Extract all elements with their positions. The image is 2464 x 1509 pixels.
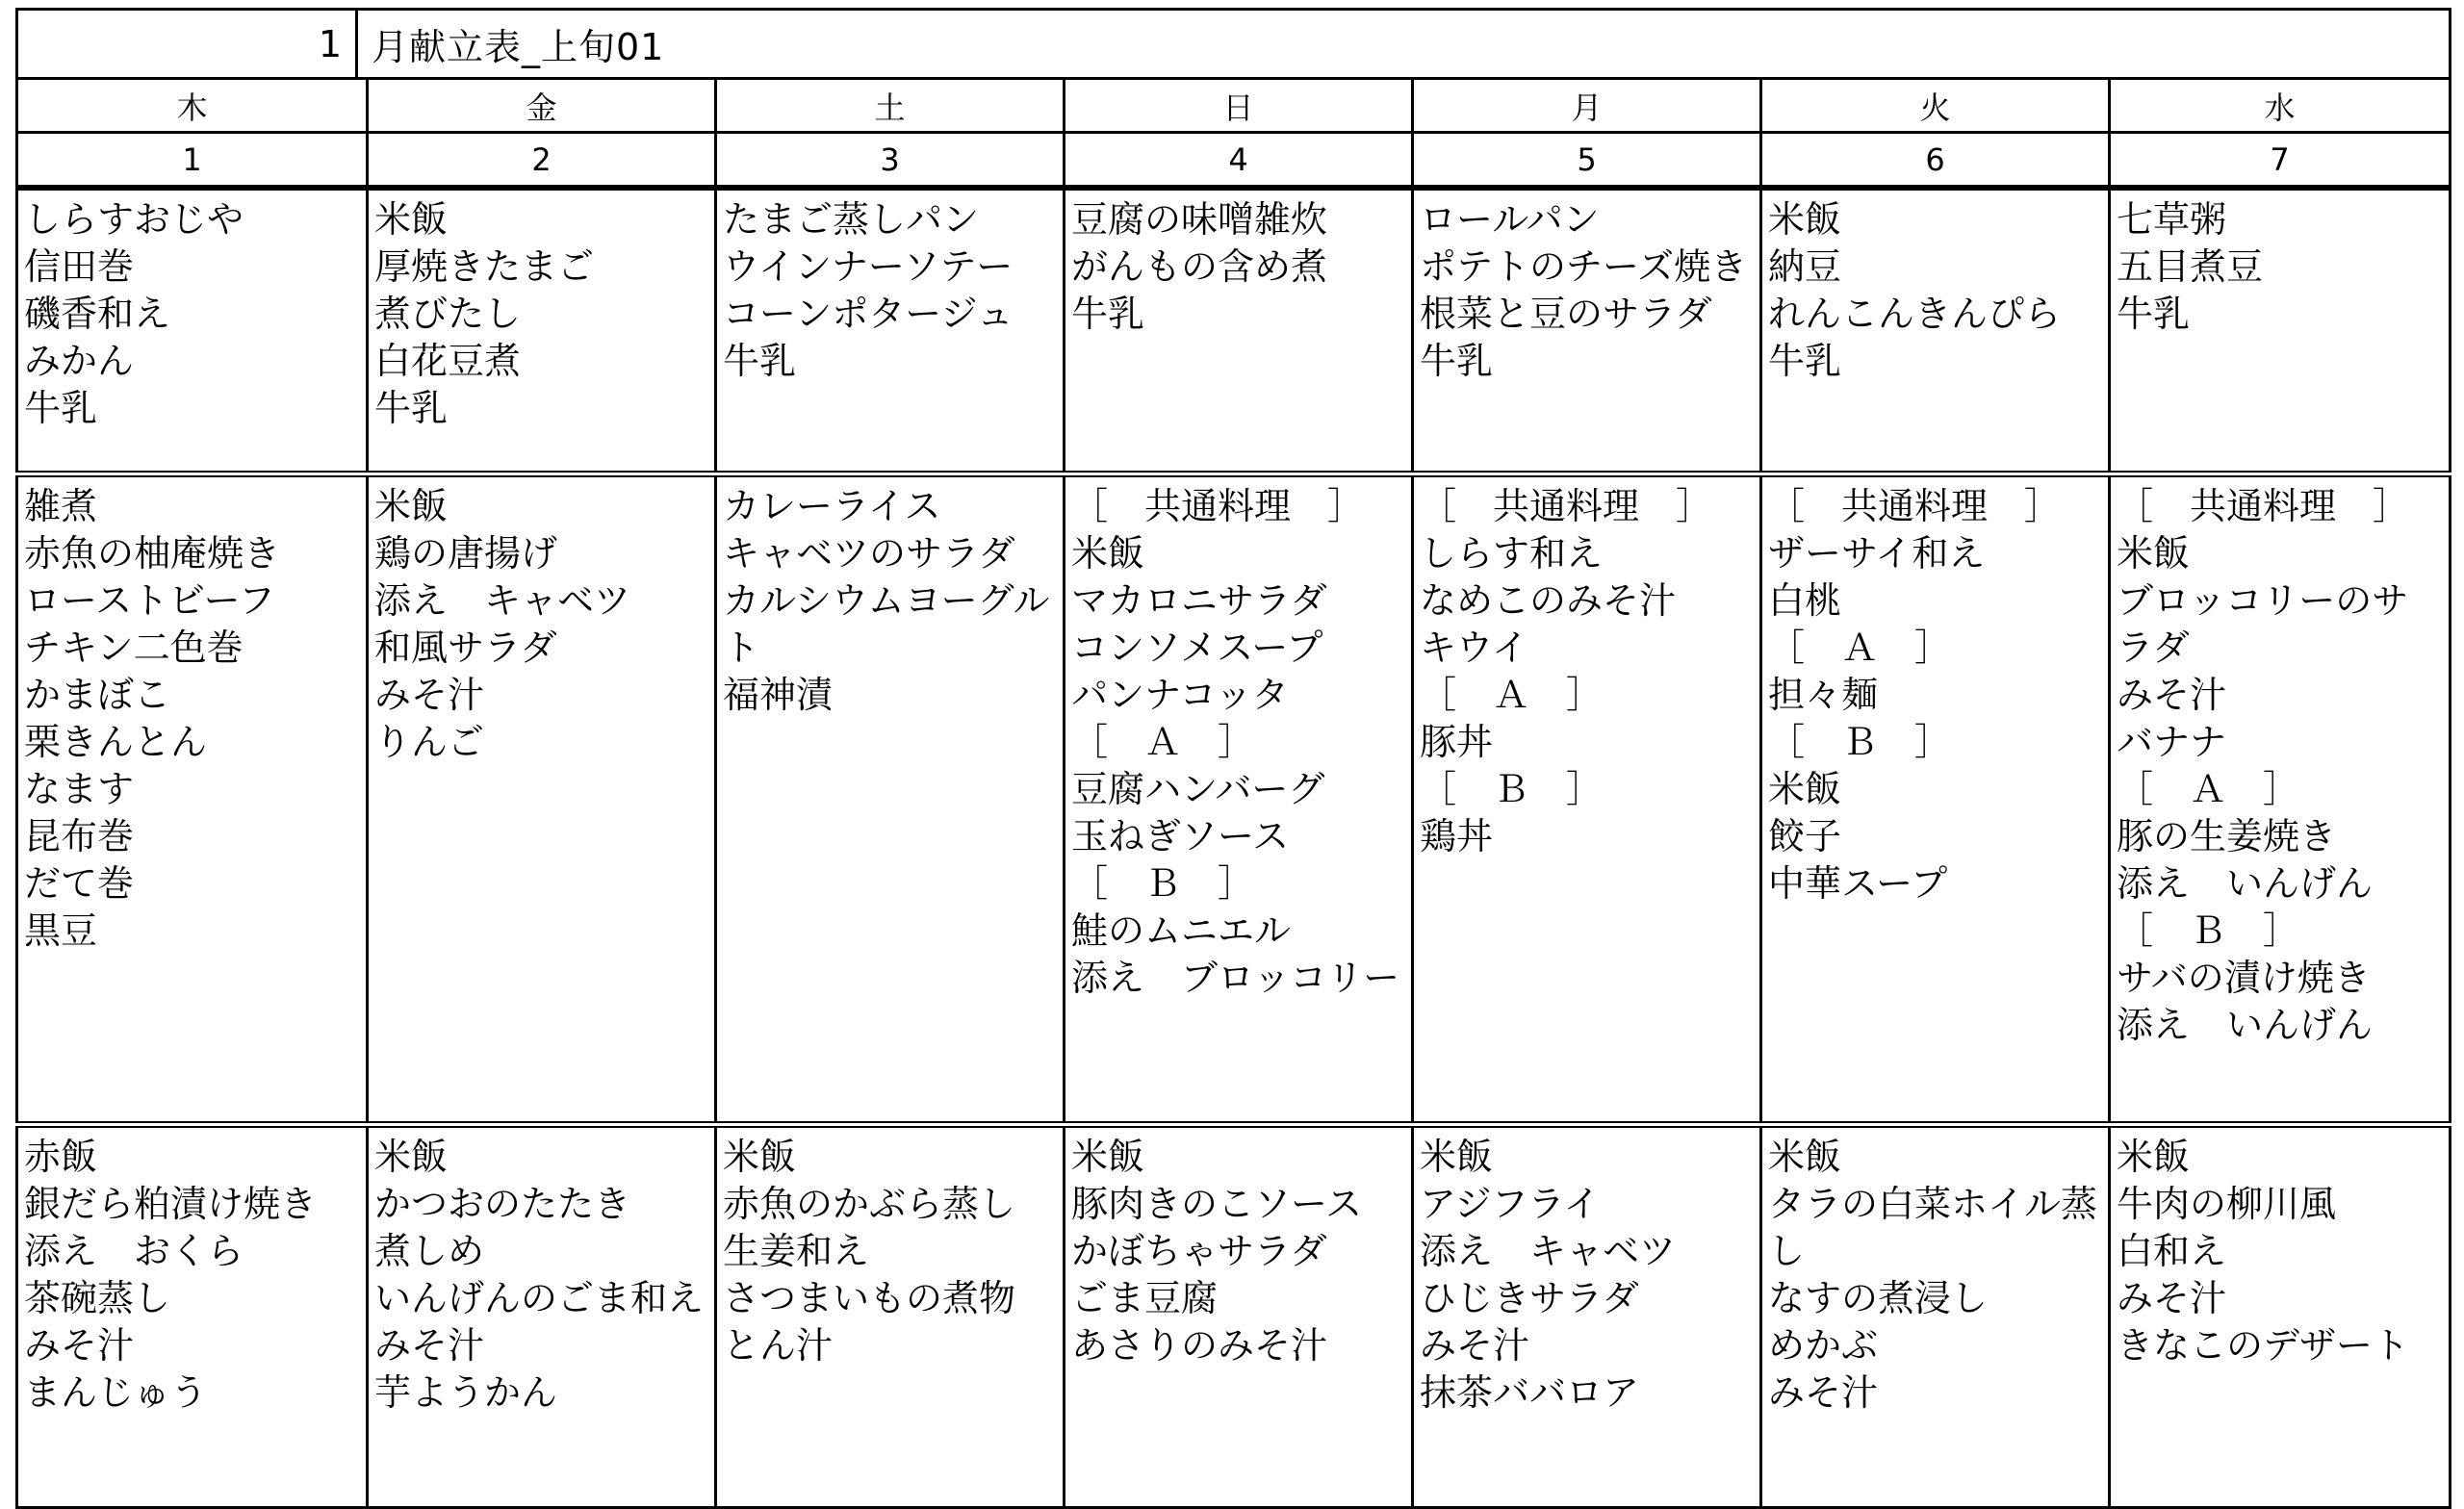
menu-cell [1065, 1125, 1413, 1508]
menu-item: 栗きんとん [24, 721, 208, 764]
menu-item: 米飯 [1768, 1136, 1842, 1179]
menu-item: 豆腐の味噌雑炊 [1071, 198, 1328, 242]
menu-item: みそ汁 [1420, 1324, 1530, 1368]
menu-item: 米飯 [2117, 1136, 2191, 1179]
date-cell: 4 [1065, 133, 1413, 188]
weekday-cell: 月 [1413, 79, 1761, 133]
menu-item: パンナコッタ [1071, 674, 1289, 717]
menu-item: 生姜和え [723, 1230, 870, 1273]
menu-cell [17, 474, 368, 1125]
menu-item: 担々麺 [1768, 674, 1879, 717]
weekday-cell: 木 [17, 79, 368, 133]
menu-item: 五目煮豆 [2117, 245, 2264, 289]
menu-cell [17, 1125, 368, 1508]
menu-item: 和風サラダ [374, 627, 557, 670]
menu-item: 牛乳 [2117, 293, 2191, 336]
menu-item: 米飯 [723, 1136, 797, 1179]
menu-item: 煮しめ [374, 1230, 485, 1273]
menu-item: ロールパン [1420, 198, 1600, 242]
menu-item: 白花豆煮 [374, 340, 522, 383]
menu-item: ウインナーソテー [723, 245, 1014, 289]
menu-item: 牛乳 [1420, 340, 1494, 383]
menu-item: りんご [374, 721, 485, 764]
menu-table [15, 8, 2451, 1509]
menu-item: 鶏丼 [1420, 815, 1494, 858]
menu-item: なすの煮浸し [1768, 1277, 1989, 1320]
title-number: 1 [318, 22, 342, 65]
menu-item: なめこのみそ汁 [1420, 579, 1677, 623]
menu-item: 米飯 [374, 485, 449, 528]
page-title: 月献立表_上旬01 [372, 26, 665, 69]
menu-item: 雑煮 [24, 485, 98, 528]
menu-item: 赤魚のかぶら蒸し [723, 1183, 1016, 1226]
menu-item: ひじきサラダ [1420, 1277, 1639, 1320]
menu-item: 牛乳 [1768, 340, 1842, 383]
menu-item: 納豆 [1768, 245, 1842, 289]
menu-item: 添え ブロッコリー [1071, 957, 1400, 1000]
menu-item: 白和え [2117, 1230, 2227, 1273]
menu-item: 添え いんげん [2117, 862, 2374, 906]
menu-item: みそ汁 [374, 1324, 485, 1368]
menu-item: ［ 共通料理 ］ [1420, 485, 1713, 528]
menu-cell [1413, 1125, 1761, 1508]
menu-item: さつまいもの煮物 [723, 1277, 1016, 1320]
menu-item: めかぶ [1768, 1324, 1879, 1368]
menu-item: コーンポタージュ [723, 293, 1014, 336]
menu-cell [1761, 188, 2110, 473]
menu-item: 信田巻 [24, 245, 135, 289]
menu-item: 豚の生姜焼き [2117, 815, 2337, 858]
menu-item: がんもの含め煮 [1071, 245, 1328, 289]
menu-cell [368, 474, 716, 1125]
title-cell [17, 10, 2451, 79]
menu-item: チキン二色巻 [24, 627, 244, 670]
menu-item: みそ汁 [374, 674, 485, 717]
menu-item: ［ Ｂ ］ [1420, 768, 1604, 811]
menu-item: ［ Ａ ］ [1420, 674, 1604, 717]
menu-item: たまご蒸しパン [723, 198, 980, 242]
menu-item: かつおのたたき [374, 1183, 631, 1226]
menu-item: コンソメスープ [1071, 627, 1323, 670]
menu-cell [17, 188, 368, 473]
menu-item: ローストビーフ [24, 579, 275, 623]
menu-item: 米飯 [1071, 532, 1145, 575]
menu-cell [716, 1125, 1065, 1508]
menu-item: 七草粥 [2117, 198, 2227, 242]
menu-cell [1065, 474, 1413, 1125]
menu-item: みかん [24, 340, 135, 383]
menu-cell [2110, 474, 2451, 1125]
menu-item: 黒豆 [24, 909, 98, 953]
menu-item: 添え キャベツ [1420, 1230, 1677, 1273]
weekday-cell: 火 [1761, 79, 2110, 133]
menu-item: 鮭のムニエル [1071, 909, 1292, 953]
menu-item: 鶏の唐揚げ [374, 532, 558, 575]
menu-cell [716, 474, 1065, 1125]
meal-row-1 [17, 188, 2451, 473]
meal-row-2 [17, 474, 2451, 1125]
menu-item: 添え おくら [24, 1230, 244, 1273]
menu-item: 牛肉の柳川風 [2117, 1183, 2337, 1226]
menu-item: ［ 共通料理 ］ [1071, 485, 1365, 528]
menu-item: 米飯 [1071, 1136, 1145, 1179]
menu-item: バナナ [2117, 721, 2227, 764]
menu-item: 抹茶ババロア [1420, 1371, 1640, 1415]
menu-item: キウイ [1420, 627, 1528, 670]
menu-item: 米飯 [1768, 768, 1842, 811]
menu-item: 米飯 [374, 1136, 449, 1179]
menu-item: ［ Ｂ ］ [1071, 862, 1255, 906]
menu-item: 福神漬 [723, 674, 834, 717]
menu-item: カルシウムヨーグルト [723, 579, 1050, 670]
menu-item: 厚焼きたまご [374, 245, 595, 289]
menu-item: ［ 共通料理 ］ [1768, 485, 2062, 528]
date-cell: 6 [1761, 133, 2110, 188]
menu-item: 牛乳 [374, 387, 449, 430]
menu-item: だて巻 [24, 862, 135, 906]
menu-item: 銀だら粕漬け焼き [24, 1183, 318, 1226]
menu-item: ［ 共通料理 ］ [2117, 485, 2410, 528]
menu-item: 赤飯 [24, 1136, 98, 1179]
menu-item: あさりのみそ汁 [1071, 1324, 1328, 1368]
date-cell: 7 [2110, 133, 2451, 188]
menu-item: 玉ねぎソース [1071, 815, 1290, 858]
menu-item: 昆布巻 [24, 815, 135, 858]
weekday-header-row [17, 79, 2451, 133]
menu-item: 牛乳 [24, 387, 98, 430]
menu-item: 米飯 [2117, 532, 2191, 575]
menu-item: しらす和え [1420, 532, 1604, 575]
meal-row-3 [17, 1125, 2451, 1508]
menu-item: 芋ようかん [374, 1371, 558, 1415]
date-cell: 2 [368, 133, 716, 188]
menu-item: 磯香和え [24, 293, 171, 336]
menu-item: ［ Ａ ］ [1768, 627, 1952, 670]
menu-item: まんじゅう [24, 1371, 208, 1415]
menu-cell [716, 188, 1065, 473]
date-header-row [17, 133, 2451, 188]
menu-cell [2110, 188, 2451, 473]
menu-item: カレーライス [723, 485, 941, 528]
menu-cell [2110, 1125, 2451, 1508]
menu-item: いんげんのごま和え [374, 1277, 705, 1320]
menu-item: みそ汁 [2117, 674, 2227, 717]
menu-cell [368, 1125, 716, 1508]
menu-item: ［ Ａ ］ [1071, 721, 1255, 764]
menu-item: きなこのデザート [2117, 1324, 2410, 1368]
menu-item: 米飯 [1420, 1136, 1494, 1179]
menu-item: 豚丼 [1420, 721, 1494, 764]
menu-item: 茶碗蒸し [24, 1277, 171, 1320]
menu-item: とん汁 [723, 1324, 834, 1368]
menu-item: 餃子 [1768, 815, 1842, 858]
date-cell: 3 [716, 133, 1065, 188]
menu-cell [368, 188, 716, 473]
menu-item: 煮びたし [374, 293, 522, 336]
menu-item: アジフライ [1420, 1183, 1601, 1226]
menu-item: ごま豆腐 [1071, 1277, 1219, 1320]
weekday-cell: 金 [368, 79, 716, 133]
menu-item: サバの漬け焼き [2117, 957, 2371, 1000]
menu-item: ポテトのチーズ焼き [1420, 245, 1748, 289]
weekday-cell: 土 [716, 79, 1065, 133]
menu-item: ［ Ｂ ］ [1768, 721, 1952, 764]
menu-item: かまぼこ [24, 674, 171, 717]
menu-item: 米飯 [1768, 198, 1842, 242]
date-cell: 1 [17, 133, 368, 188]
menu-item: 豆腐ハンバーグ [1071, 768, 1325, 811]
menu-item: 豚肉きのこソース [1071, 1183, 1363, 1226]
menu-item: 添え いんげん [2117, 1004, 2374, 1047]
menu-item: ザーサイ和え [1768, 532, 1986, 575]
menu-item: 添え キャベツ [374, 579, 631, 623]
menu-item: 米飯 [374, 198, 449, 242]
menu-item: 根菜と豆のサラダ [1420, 293, 1712, 336]
menu-item: 牛乳 [1071, 293, 1145, 336]
menu-item: マカロニサラダ [1071, 579, 1327, 623]
menu-item: キャベツのサラダ [723, 532, 1015, 575]
date-cell: 5 [1413, 133, 1761, 188]
menu-cell [1761, 1125, 2110, 1508]
weekday-cell: 水 [2110, 79, 2451, 133]
menu-item: みそ汁 [2117, 1277, 2227, 1320]
menu-item: みそ汁 [24, 1324, 135, 1368]
menu-item: れんこんきんぴら [1768, 293, 2062, 336]
menu-cell [1761, 474, 2110, 1125]
menu-cell [1413, 474, 1761, 1125]
weekday-cell: 日 [1065, 79, 1413, 133]
menu-item: 赤魚の柚庵焼き [24, 532, 281, 575]
menu-item: なます [24, 768, 135, 811]
menu-item: ブロッコリーのサラダ [2117, 579, 2409, 670]
menu-item: ［ Ａ ］ [2117, 768, 2300, 811]
menu-cell [1065, 188, 1413, 473]
menu-item: しらすおじや [24, 198, 244, 242]
menu-item: ［ Ｂ ］ [2117, 909, 2300, 953]
menu-item: タラの白菜ホイル蒸し [1768, 1183, 2098, 1273]
menu-cell [1413, 188, 1761, 473]
menu-item: かぼちゃサラダ [1071, 1230, 1327, 1273]
menu-item: 中華スープ [1768, 862, 1948, 906]
menu-item: みそ汁 [1768, 1371, 1879, 1415]
menu-item: 白桃 [1768, 579, 1842, 623]
menu-item: 牛乳 [723, 340, 797, 383]
